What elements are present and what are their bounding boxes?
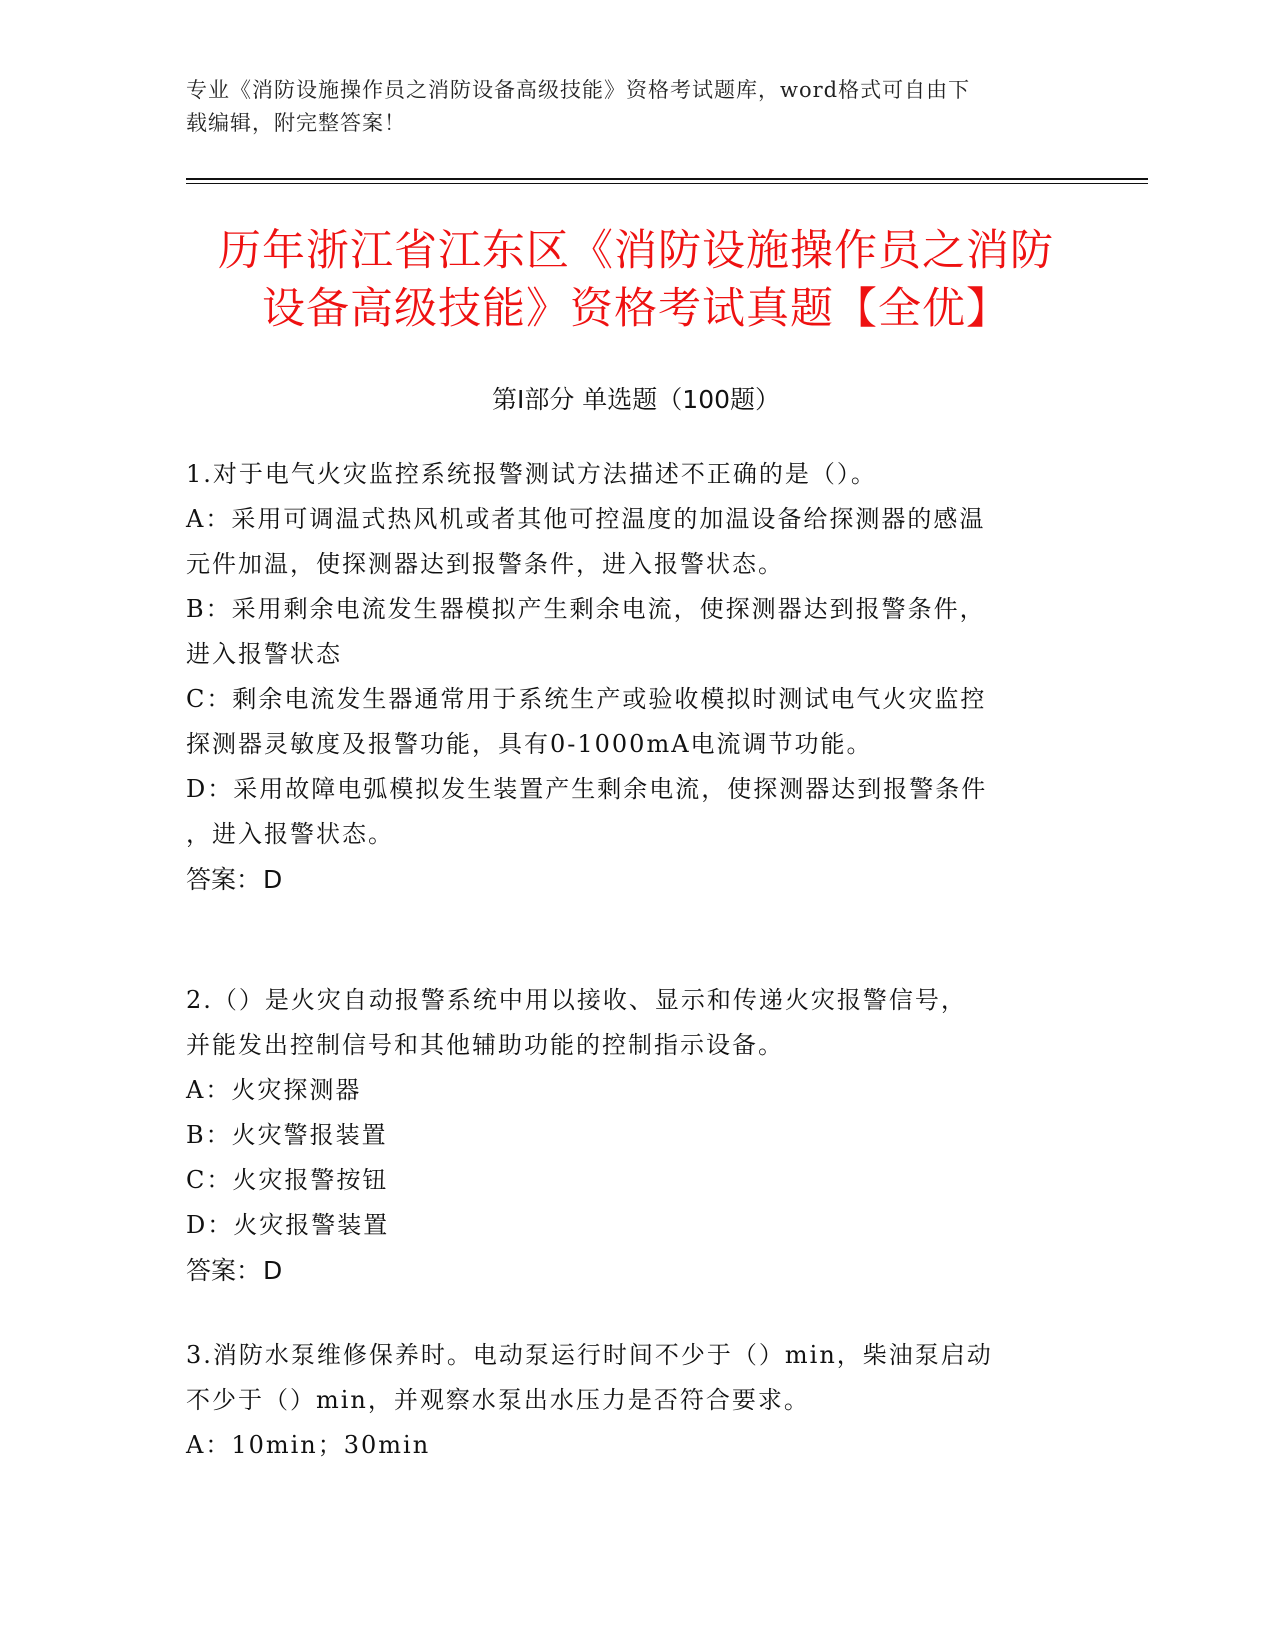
option-b: B：采用剩余电流发生器模拟产生剩余电流，使探测器达到报警条件， — [186, 595, 986, 623]
document-title — [186, 222, 1086, 338]
section-heading: 第I部分 单选题（100题） — [491, 385, 781, 414]
answer — [186, 1248, 1086, 1293]
option-d: D：采用故障电弧模拟发生装置产生剩余电流，使探测器达到报警条件 — [186, 775, 988, 803]
option-d-continued: ，进入报警状态。 — [186, 820, 394, 848]
answer — [186, 857, 1086, 902]
header-divider-thin — [186, 183, 1148, 184]
answer-label: 答案： — [186, 1256, 262, 1285]
answer-label: 答案： — [186, 865, 262, 894]
option-d: D：火灾报警装置 — [186, 1211, 390, 1239]
answer-value: D — [263, 1256, 283, 1285]
option-c: C：剩余电流发生器通常用于系统生产或验收模拟时测试电气火灾监控 — [186, 685, 987, 713]
option-a-continued: 元件加温，使探测器达到报警条件，进入报警状态。 — [186, 550, 784, 578]
option-a: A：采用可调温式热风机或者其他可控温度的加温设备给探测器的感温 — [186, 505, 986, 533]
question-2 — [186, 978, 1086, 1293]
question-stem: 3.消防水泵维修保养时。电动泵运行时间不少于（）min，柴油泵启动 — [186, 1341, 993, 1369]
question-3 — [186, 1333, 1086, 1468]
option-b: B：火灾警报装置 — [186, 1121, 388, 1149]
option-c-continued: 探测器灵敏度及报警功能，具有0-1000mA电流调节功能。 — [186, 730, 873, 758]
option-b-continued: 进入报警状态 — [186, 640, 342, 668]
answer-value: D — [263, 865, 283, 894]
question-stem: 1.对于电气火灾监控系统报警测试方法描述不正确的是（）。 — [186, 460, 877, 488]
document-title-line: 设备高级技能》资格考试真题【全优】 — [262, 284, 1010, 334]
header-note-line: 专业《消防设施操作员之消防设备高级技能》资格考试题库，word格式可自由下 — [186, 78, 971, 102]
option-a: A：火灾探测器 — [186, 1076, 362, 1104]
document-title-line: 历年浙江省江东区《消防设施操作员之消防 — [218, 226, 1054, 276]
header-note — [186, 74, 1086, 140]
question-stem-continued: 不少于（）min，并观察水泵出水压力是否符合要求。 — [186, 1386, 810, 1414]
header-note-line: 载编辑，附完整答案！ — [186, 111, 406, 135]
option-a: A：10min；30min — [186, 1431, 431, 1459]
option-c: C：火灾报警按钮 — [186, 1166, 389, 1194]
question-1 — [186, 452, 1086, 902]
question-stem-continued: 并能发出控制信号和其他辅助功能的控制指示设备。 — [186, 1031, 784, 1059]
question-stem: 2.（）是火灾自动报警系统中用以接收、显示和传递火灾报警信号， — [186, 986, 967, 1014]
header-divider-thick — [186, 178, 1148, 180]
